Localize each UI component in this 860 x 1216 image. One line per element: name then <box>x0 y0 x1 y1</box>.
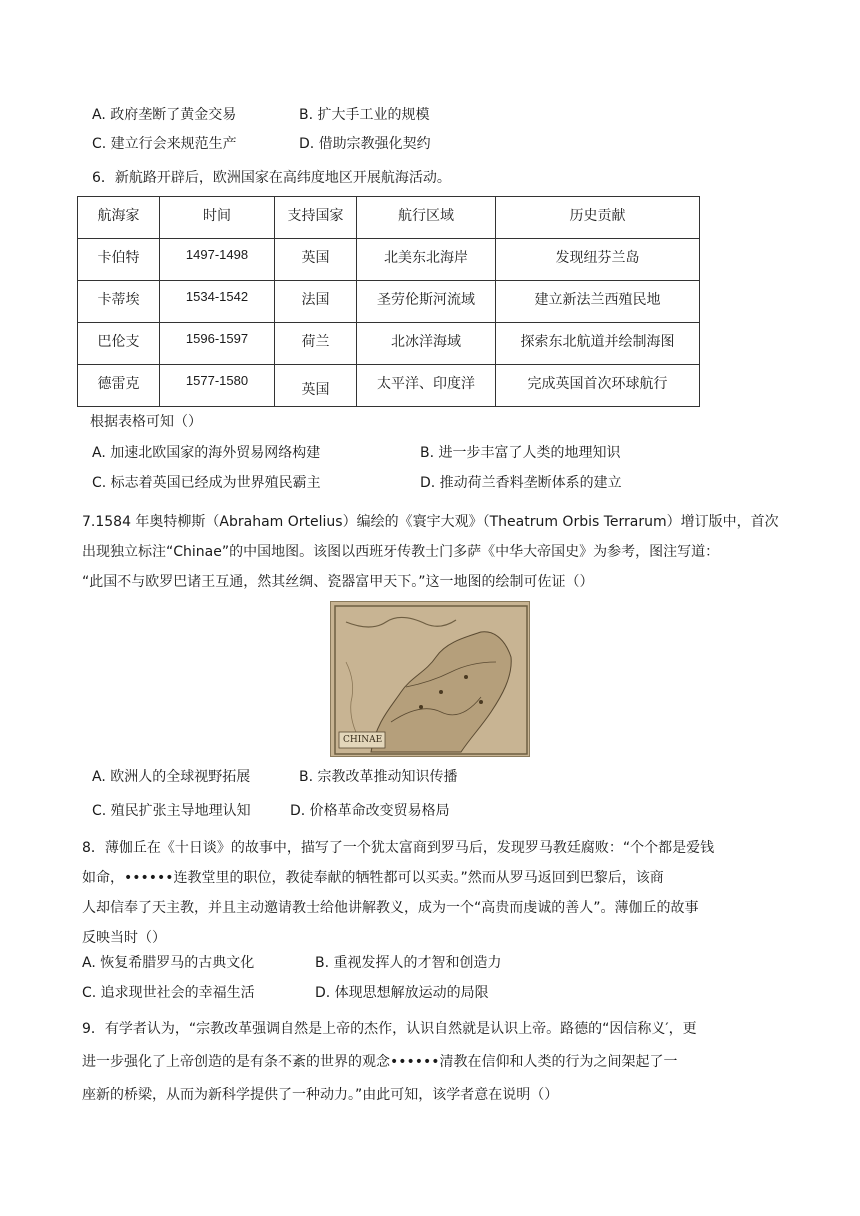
q8-option-c: C. 追求现世社会的幸福生活 <box>82 985 255 1001</box>
table-cell: 圣劳伦斯河流域 <box>357 281 496 323</box>
q7-stem-line: 出现独立标注“Chinae”的中国地图。该图以西班牙传教士门多萨《中华大帝国史》为参考，图注写道： <box>82 544 720 560</box>
table-cell: 太平洋、印度洋 <box>357 365 496 407</box>
q8-stem-line: 如命，••••••连教堂里的职位，教徒奉献的牺牲都可以买卖。”然而从罗马返回到巴黎后，该商 <box>82 870 664 886</box>
table-header-row <box>78 197 700 239</box>
q5-option-a: A. 政府垄断了黄金交易 <box>92 107 237 123</box>
table-cell: 德雷克 <box>78 365 160 407</box>
q7-stem-line: “此国不与欧罗巴诸王互通，然其丝绸、瓷器富甲天下。”这一地图的绘制可佐证（） <box>82 574 594 590</box>
table-cell: 巴伦支 <box>78 323 160 365</box>
table-header: 支持国家 <box>275 197 357 239</box>
q8-stem <box>82 833 782 953</box>
table-header: 时间 <box>160 197 275 239</box>
table-row <box>78 239 700 281</box>
map-label: CHINAE <box>343 735 383 745</box>
q5-option-b: B. 扩大手工业的规模 <box>299 107 430 123</box>
table-header: 航行区域 <box>357 197 496 239</box>
q5-option-d: D. 借助宗教强化契约 <box>299 136 431 152</box>
q7-option-a: A. 欧洲人的全球视野拓展 <box>92 769 251 785</box>
q7-stem <box>82 507 782 597</box>
q6-stem: 6．新航路开辟后，欧洲国家在高纬度地区开展航海活动。 <box>92 170 451 186</box>
table-row <box>78 323 700 365</box>
q6-option-d: D. 推动荷兰香料垄断体系的建立 <box>420 475 622 491</box>
table-cell: 1534-1542 <box>160 281 275 323</box>
table-cell: 卡伯特 <box>78 239 160 281</box>
table-row <box>78 365 700 407</box>
table-cell: 北美东北海岸 <box>357 239 496 281</box>
table-cell: 1577-1580 <box>160 365 275 407</box>
table-cell: 1497-1498 <box>160 239 275 281</box>
navigator-table <box>77 196 700 407</box>
table-cell: 英国 <box>275 239 357 281</box>
q8-stem-line: 人却信奉了天主教，并且主动邀请教士给他讲解教义，成为一个“高贵而虔诚的善人”。薄伽丘的故事 <box>82 900 699 916</box>
q8-option-b: B. 重视发挥人的才智和创造力 <box>315 955 502 971</box>
q5-option-c: C. 建立行会来规范生产 <box>92 136 237 152</box>
q6-option-b: B. 进一步丰富了人类的地理知识 <box>420 445 621 461</box>
table-row <box>78 281 700 323</box>
q9-stem-line: 座新的桥梁，从而为新科学提供了一种动力。”由此可知，该学者意在说明（） <box>82 1087 559 1103</box>
table-cell: 建立新法兰西殖民地 <box>496 281 700 323</box>
q6-option-a: A. 加速北欧国家的海外贸易网络构建 <box>92 445 321 461</box>
q8-stem-line: 反映当时（） <box>82 930 166 946</box>
q7-option-b: B. 宗教改革推动知识传播 <box>299 769 458 785</box>
q7-stem-line: 7.1584 年奥特柳斯（Abraham Ortelius）编绘的《寰宇大观》（Theatrum Orbis Terrarum）增订版中，首次 <box>82 514 779 530</box>
q7-option-c: C. 殖民扩张主导地理认知 <box>92 803 251 819</box>
table-cell: 卡蒂埃 <box>78 281 160 323</box>
table-cell: 1596-1597 <box>160 323 275 365</box>
q8-stem-line: 8．薄伽丘在《十日谈》的故事中，描写了一个犹太富商到罗马后，发现罗马教廷腐败：“个个都是爱钱 <box>82 840 715 856</box>
chinae-map-image <box>330 601 530 757</box>
q9-stem <box>82 1013 782 1112</box>
table-cell: 法国 <box>275 281 357 323</box>
table-cell: 探索东北航道并绘制海图 <box>496 323 700 365</box>
q9-stem-line: 9．有学者认为，“宗教改革强调自然是上帝的杰作，认识自然就是认识上帝。路德的“因信称义′，更 <box>82 1021 697 1037</box>
table-header: 航海家 <box>78 197 160 239</box>
q8-option-a: A. 恢复希腊罗马的古典文化 <box>82 955 255 971</box>
table-cell: 荷兰 <box>275 323 357 365</box>
q6-option-c: C. 标志着英国已经成为世界殖民霸主 <box>92 475 321 491</box>
q9-stem-line: 进一步强化了上帝创造的是有条不紊的世界的观念••••••清教在信仰和人类的行为之间架起了一 <box>82 1054 678 1070</box>
q6-prompt: 根据表格可知（） <box>90 414 202 430</box>
table-cell: 发现纽芬兰岛 <box>496 239 700 281</box>
q7-option-d: D. 价格革命改变贸易格局 <box>290 803 450 819</box>
table-cell: 完成英国首次环球航行 <box>496 365 700 407</box>
table-header: 历史贡献 <box>496 197 700 239</box>
table-cell: 英国 <box>275 365 357 407</box>
table-cell: 北冰洋海域 <box>357 323 496 365</box>
q8-option-d: D. 体现思想解放运动的局限 <box>315 985 489 1001</box>
